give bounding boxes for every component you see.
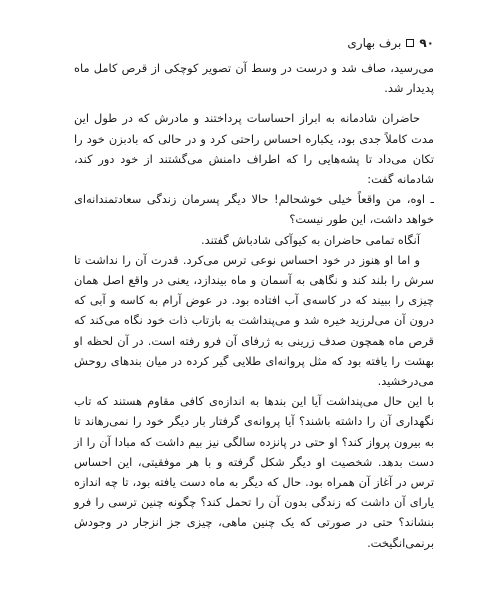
paragraph: آنگاه تمامی حاضران به کیوآکی شادباش گفتند. — [200, 232, 420, 247]
square-separator-icon — [406, 39, 414, 47]
paragraph: و اما او هنوز در خود احساس نوعی ترس می‌کرد. قدرت آن را نداشت تا سرش را بلند کند و نگاهی به آسمان و ماه بیندازد، یعنی در واقع اصل همان چیزی را ببیند که در کاسه‌ی آب افتاده بود. در عوض آرام به کاسه و آبی که درون آن می‌لرزید خیره شد و می‌پنداشت به بازتاب ذات خود نگاه می‌کند که قرص ماه همچون صدف زرینی به ژرفای آن فرو رفته است. در آن لحظه او بهشت را یافته بود که مثل پروانه‌ای طلایی گیر کرده در میان بندهای روحش می‌درخشید. — [74, 252, 434, 389]
paragraph: می‌رسید، صاف شد و درست در وسط آن تصویر کوچکی از قرص کامل ماه پدیدار شد. — [74, 61, 434, 96]
paragraph: حاضران شادمانه به ابراز احساسات پرداختند و مادرش که در طول این مدت کاملاً جدی بود، یکباره احساس راحتی کرد و در حالی که بادبزن خود را تکان می‌داد تا پشه‌هایی را که اطراف دامنش می‌گشتند از خود دور کند، شادمانه گفت: — [74, 111, 434, 187]
page-number: ۹۰ — [419, 36, 434, 50]
running-title: برف بهاری — [347, 36, 402, 50]
page-header — [347, 36, 434, 50]
dialogue-line: ـ اوه، من واقعاً خیلی خوشحالم! حالا دیگر پسرمان زندگی سعادتمندانه‌ای خواهد داشت، این طور نیست؟ — [74, 192, 434, 227]
paragraph: با این حال می‌پنداشت آیا این بندها به اندازه‌ی کافی مقاوم هستند که تاب نگهداری آن را داشته باشند؟ آیا پروانه‌ی گرفتار بار دیگر خود را نمی‌رهاند تا به بیرون پرواز کند؟ او حتی در پانزده سالگی نیز بیم داشت که مبادا آن را از دست بدهد. شخصیت او دیگر شکل گرفته و با هر موفقیتی، این احساس ترس در آغاز آن همراه بود. حال که دیگر به ماه دست یافته بود، تا چه اندازه یارای آن داشت که زندگی بدون آن را تحمل کند؟ چگونه چنین ترسی را فرو بنشاند؟ حتی در صورتی که یک چنین ماهی، چیزی جز انزجار در وجودش برنمی‌انگیخت. — [74, 394, 434, 550]
body-text — [74, 58, 434, 553]
